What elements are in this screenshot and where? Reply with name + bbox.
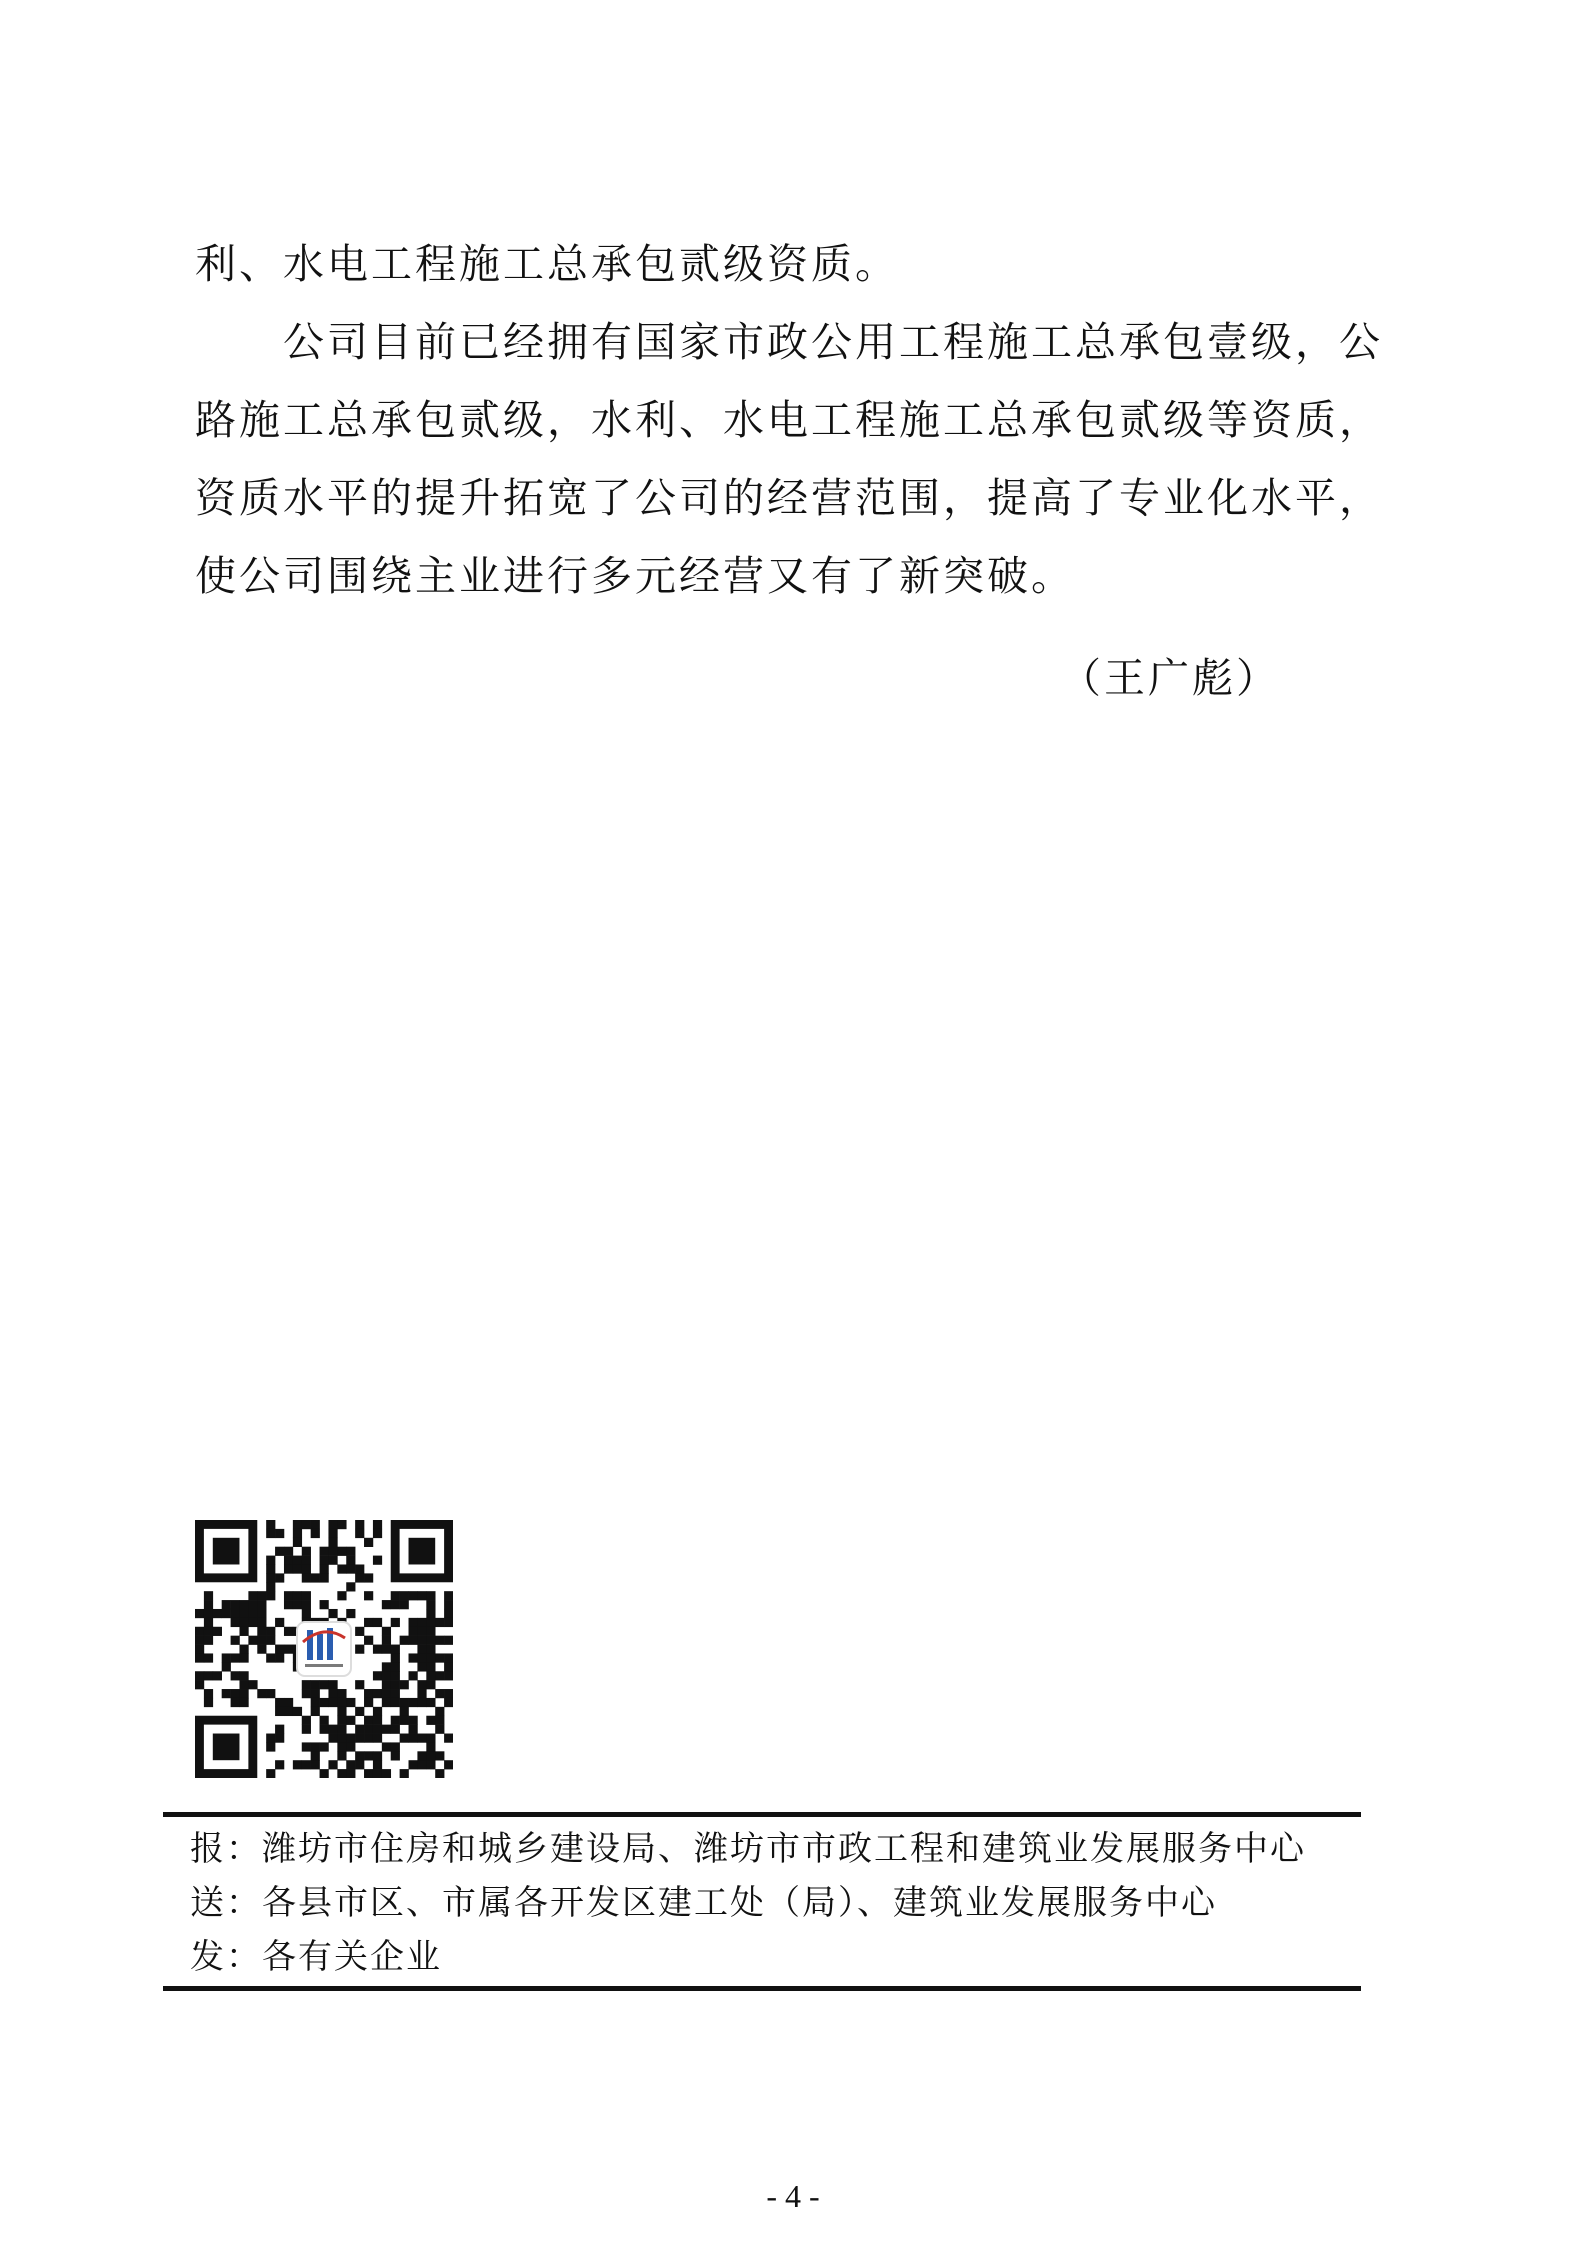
qr-logo-icon: [297, 1622, 351, 1676]
author-signature: （王广彪）: [1060, 654, 1280, 702]
send-label: 送：: [190, 1883, 262, 1923]
paragraph-qualifications: 公司目前已经拥有国家市政公用工程施工总承包壹级，公路施工总承包贰级，水利、水电工程施工总承包贰级等资质，资质水平的提升拓宽了公司的经营范围，提高了专业化水平，使公司围绕主业进行多元经营又有了新突破。: [195, 318, 1383, 600]
send-to-row: [190, 1876, 1360, 1930]
paragraph-continuation: 利、水电工程施工总承包贰级资质。: [195, 240, 899, 288]
send-recipients: 各县市区、市属各开发区建工处（局）、建筑业发展服务中心: [262, 1883, 1217, 1923]
qr-code-icon: [195, 1520, 453, 1778]
issue-label: 发：: [190, 1937, 262, 1977]
issue-recipients: 各有关企业: [262, 1937, 442, 1977]
distribution-top-rule: [163, 1812, 1361, 1817]
report-label: 报：: [190, 1829, 262, 1869]
issue-to-row: [190, 1930, 1360, 1984]
report-recipients: 潍坊市住房和城乡建设局、潍坊市市政工程和建筑业发展服务中心: [262, 1829, 1306, 1869]
distribution-bottom-rule: [163, 1986, 1361, 1991]
distribution-list: [190, 1822, 1360, 1984]
article-body: [195, 225, 1405, 615]
report-to-row: [190, 1822, 1360, 1876]
page-number: - 4 -: [766, 2178, 820, 2214]
